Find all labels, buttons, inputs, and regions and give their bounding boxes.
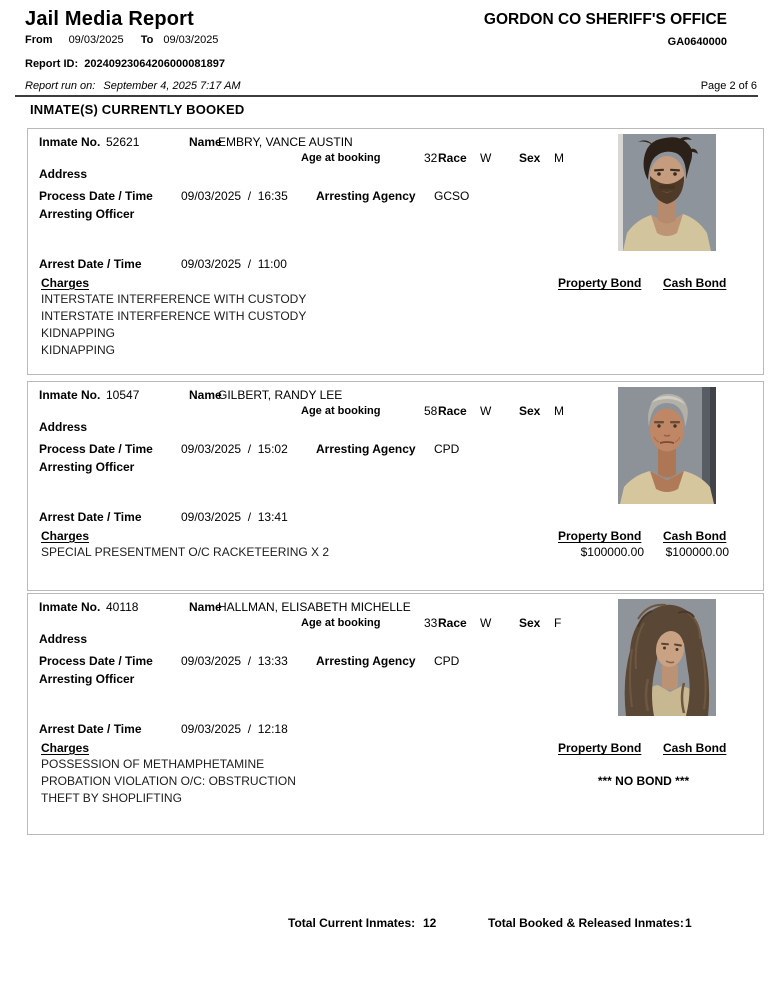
inmate-record	[27, 593, 764, 835]
run-on-value: September 4, 2025 7:17 AM	[103, 80, 241, 92]
header-divider	[15, 95, 758, 97]
charge-text: PROBATION VIOLATION O/C: OBSTRUCTION	[41, 774, 296, 788]
officer-label: Arresting Officer	[39, 207, 135, 221]
race-value: W	[480, 151, 492, 165]
arrest-label: Arrest Date / Time	[39, 510, 142, 524]
race-label: Race	[438, 151, 467, 165]
age-label: Age at booking	[301, 617, 381, 629]
charge-row	[39, 545, 763, 562]
inmate-no-label: Inmate No.	[39, 388, 101, 402]
inmate-no-value: 10547	[106, 388, 140, 402]
total-current-value: 12	[423, 916, 437, 930]
arrest-value: 09/03/2025 / 11:00	[181, 257, 287, 271]
property-bond-header: Property Bond	[558, 529, 642, 543]
no-bond-note: *** NO BOND ***	[597, 774, 690, 788]
report-id-value: 20240923064206000081897	[84, 58, 225, 70]
age-value: 32	[424, 151, 438, 165]
ori-number: GA0640000	[667, 36, 727, 48]
officer-label: Arresting Officer	[39, 460, 135, 474]
race-value: W	[480, 404, 492, 418]
name-label: Name	[189, 388, 222, 402]
charge-text: THEFT BY SHOPLIFTING	[41, 791, 182, 805]
name-value: GILBERT, RANDY LEE	[218, 388, 343, 402]
property-bond-value: $100000.00	[580, 545, 644, 559]
agency-value: CPD	[434, 654, 460, 668]
name-label: Name	[189, 135, 222, 149]
mugshot-photo	[618, 599, 716, 716]
agency-label: Arresting Agency	[316, 654, 416, 668]
age-value: 33	[424, 616, 438, 630]
inmate-record	[27, 381, 764, 591]
report-id-line	[25, 58, 225, 70]
charge-text: KIDNAPPING	[41, 343, 116, 357]
sex-value: M	[554, 151, 564, 165]
mugshot-photo	[618, 387, 716, 504]
agency-label: Arresting Agency	[316, 189, 416, 203]
arrest-label: Arrest Date / Time	[39, 257, 142, 271]
race-label: Race	[438, 616, 467, 630]
sex-label: Sex	[519, 151, 541, 165]
run-on-label: Report run on:	[25, 80, 96, 92]
cash-bond-header: Cash Bond	[663, 276, 727, 290]
sex-value: M	[554, 404, 564, 418]
inmate-no-label: Inmate No.	[39, 600, 101, 614]
charges-header: Charges	[41, 529, 90, 543]
page-title: Jail Media Report	[25, 8, 194, 30]
section-title: INMATE(S) CURRENTLY BOOKED	[30, 102, 245, 117]
process-label: Process Date / Time	[39, 442, 153, 456]
inmate-no-label: Inmate No.	[39, 135, 101, 149]
charge-row	[39, 774, 763, 791]
sex-label: Sex	[519, 404, 541, 418]
property-bond-header: Property Bond	[558, 741, 642, 755]
age-label: Age at booking	[301, 152, 381, 164]
officer-label: Arresting Officer	[39, 672, 135, 686]
date-range	[25, 34, 218, 46]
to-date: 09/03/2025	[163, 34, 219, 46]
charge-row	[39, 343, 763, 360]
inmate-record	[27, 128, 764, 375]
charges-header: Charges	[41, 741, 90, 755]
cash-bond-header: Cash Bond	[663, 529, 727, 543]
charge-text: KIDNAPPING	[41, 326, 116, 340]
charge-text: SPECIAL PRESENTMENT O/C RACKETEERING X 2	[41, 545, 330, 559]
name-label: Name	[189, 600, 222, 614]
total-current-label: Total Current Inmates:	[288, 916, 416, 930]
address-label: Address	[39, 420, 88, 434]
agency-label: Arresting Agency	[316, 442, 416, 456]
total-booked-label: Total Booked & Released Inmates:	[488, 916, 684, 930]
address-label: Address	[39, 167, 88, 181]
arrest-value: 09/03/2025 / 13:41	[181, 510, 288, 524]
name-value: EMBRY, VANCE AUSTIN	[218, 135, 353, 149]
age-value: 58	[424, 404, 438, 418]
page-number: Page 2 of 6	[700, 80, 757, 92]
charges-list	[39, 292, 763, 360]
report-run-line	[25, 80, 241, 92]
process-value: 09/03/2025 / 13:33	[181, 654, 288, 668]
inmate-no-value: 40118	[106, 600, 139, 614]
age-label: Age at booking	[301, 405, 381, 417]
sex-label: Sex	[519, 616, 541, 630]
cash-bond-header: Cash Bond	[663, 741, 727, 755]
charge-row	[39, 292, 763, 309]
cash-bond-value: $100000.00	[665, 545, 729, 559]
race-label: Race	[438, 404, 467, 418]
charges-header: Charges	[41, 276, 90, 290]
total-booked-value: 1	[685, 916, 692, 930]
mugshot-photo	[618, 134, 716, 251]
process-label: Process Date / Time	[39, 189, 153, 203]
charge-text: POSSESSION OF METHAMPHETAMINE	[41, 757, 265, 771]
from-label: From	[25, 34, 53, 46]
name-value: HALLMAN, ELISABETH MICHELLE	[218, 600, 411, 614]
to-label: To	[140, 34, 154, 46]
report-id-label: Report ID:	[25, 58, 79, 70]
address-label: Address	[39, 632, 88, 646]
process-value: 09/03/2025 / 16:35	[181, 189, 288, 203]
from-date: 09/03/2025	[68, 34, 124, 46]
sex-value: F	[554, 616, 562, 630]
process-value: 09/03/2025 / 15:02	[181, 442, 288, 456]
charge-row	[39, 309, 763, 326]
arrest-label: Arrest Date / Time	[39, 722, 142, 736]
office-name: GORDON CO SHERIFF'S OFFICE	[483, 11, 727, 28]
arrest-value: 09/03/2025 / 12:18	[181, 722, 288, 736]
inmate-no-value: 52621	[106, 135, 140, 149]
race-value: W	[480, 616, 492, 630]
charge-text: INTERSTATE INTERFERENCE WITH CUSTODY	[41, 292, 307, 306]
charges-list	[39, 545, 763, 562]
charge-row	[39, 326, 763, 343]
charge-row	[39, 757, 763, 774]
charge-row	[39, 791, 763, 808]
charge-text: INTERSTATE INTERFERENCE WITH CUSTODY	[41, 309, 307, 323]
agency-value: GCSO	[434, 189, 470, 203]
process-label: Process Date / Time	[39, 654, 153, 668]
charges-list	[39, 757, 763, 808]
agency-value: CPD	[434, 442, 460, 456]
property-bond-header: Property Bond	[558, 276, 642, 290]
